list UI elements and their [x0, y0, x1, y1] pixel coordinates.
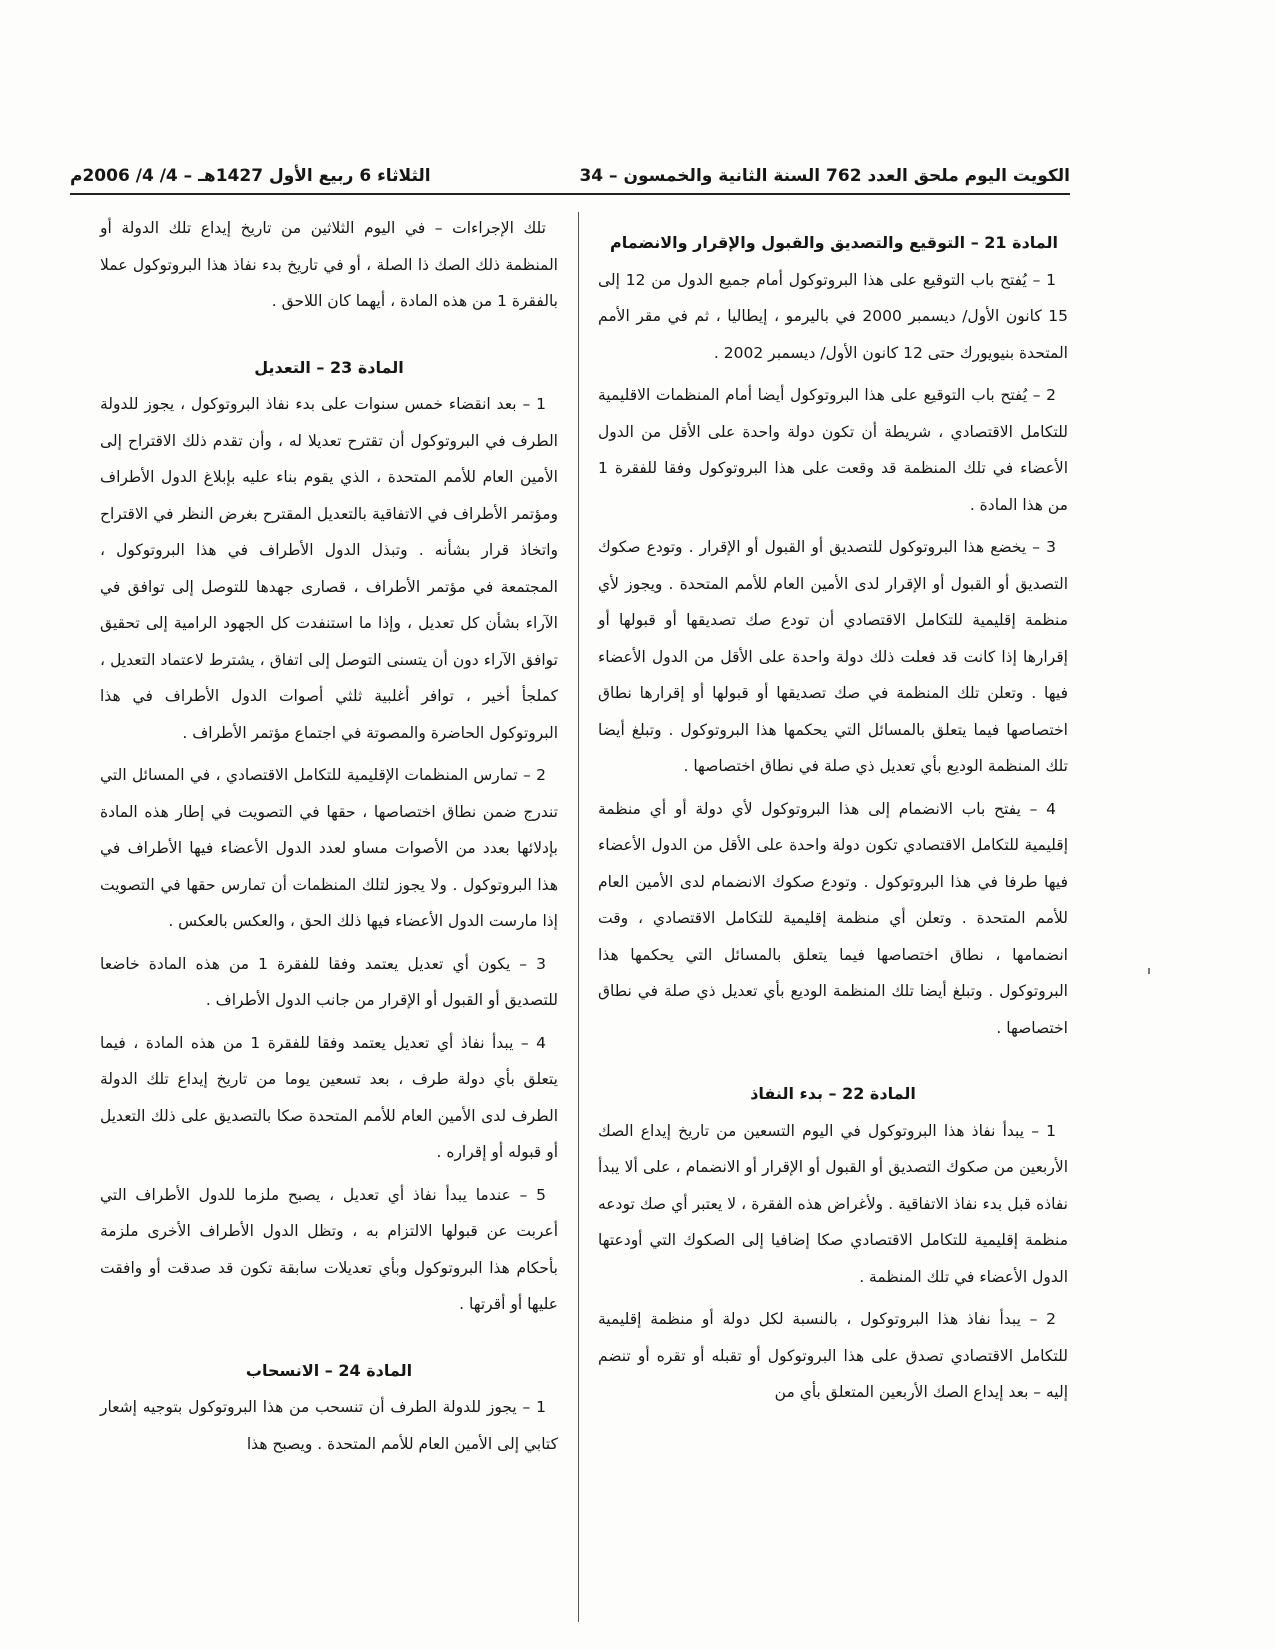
header-rule: [70, 193, 1070, 195]
scan-speck: [1148, 968, 1150, 974]
article-23-title: المادة 23 – التعديل: [254, 357, 404, 377]
article-22-title: المادة 22 – بدء النفاذ: [750, 1084, 916, 1103]
article-21-paragraph-2: 2 – يُفتح باب التوقيع على هذا البروتوكول أيضا أمام المنظمات الاقليمية للتكامل الاقتصادي ، شريطة أن تكون دولة واحدة على الأقل من الدول الأعضاء في تلك المنظمة قد وقعت على هذا البروتوكول وفقا للفقرة 1 من هذا المادة .: [598, 386, 1068, 514]
article-21-paragraph-4: 4 – يفتح باب الانضمام إلى هذا البروتوكول لأي دولة أو أي منظمة إقليمية للتكامل الاقتصادي تكون دولة واحدة على الأقل من الدول الأعضاء فيها طرفا في هذا البروتوكول . وتودع صكوك الانضمام لدى الأمين العام للأمم المتحدة . وتعلن أي منظمة إقليمية للتكامل الاقتصادي ، وقت انضمامها ، نطاق اختصاصها فيما يتعلق بالمسائل التي يحكمها هذا البروتوكول . وتبلغ أيضا تلك المنظمة الوديع بأي تعديل ذي صلة في نطاق اختصاصها .: [598, 799, 1068, 1037]
left-column: [100, 210, 558, 1462]
header-date: الثلاثاء 6 ربيع الأول 1427هـ – 4/ 4/ 2006م: [70, 166, 431, 186]
header-publication-info: الكويت اليوم ملحق العدد 762 السنة الثانية والخمسون – 34: [579, 166, 1070, 186]
article-23-paragraph-3: 3 – يكون أي تعديل يعتمد وفقا للفقرة 1 من هذه المادة خاضعا للتصديق أو القبول أو الإقرار من جانب الدول الأطراف .: [100, 954, 558, 1009]
article-24-title: المادة 24 – الانسحاب: [245, 1360, 413, 1380]
article-22-continuation: تلك الإجراءات – في اليوم الثلاثين من تاريخ إيداع تلك الدولة أو المنظمة ذلك الصك ذا الصلة ، أو في تاريخ بدء نفاذ هذا البروتوكول عملا بالفقرة 1 من هذه المادة ، أيهما كان اللاحق .: [100, 219, 558, 310]
article-23-paragraph-2: 2 – تمارس المنظمات الإقليمية للتكامل الاقتصادي ، في المسائل التي تندرج ضمن نطاق اختصاصها ، حقها في التصويت في إطار هذه المادة بإدلائها بعدد من الأصوات مساو لعدد الدول الأعضاء فيها الأطراف في هذا البروتوكول . ولا يجوز لتلك المنظمات أن تمارس حقها في التصويت إذا مارست الدول الأعضاء فيها ذلك الحق ، والعكس بالعكس .: [100, 766, 558, 930]
article-21-paragraph-1: 1 – يُفتح باب التوقيع على هذا البروتوكول أمام جميع الدول من 12 إلى 15 كانون الأول/ ديسمبر 2000 في باليرمو ، إيطاليا ، ثم في مقر الأمم المتحدة بنيويورك حتى 12 كانون الأول/ ديسمبر 2002 .: [598, 270, 1068, 362]
article-22-paragraph-1: 1 – يبدأ نفاذ هذا البروتوكول في اليوم التسعين من تاريخ إيداع الصك الأربعين من صكوك التصديق أو القبول أو الإقرار أو الانضمام ، على ألا يبدأ نفاذه قبل بدء نفاذ الاتفاقية . ولأغراض هذه الفقرة ، لا يعتبر أي صك تودعه منظمة إقليمية للتكامل الاقتصادي صكا إضافيا إلى الصكوك التي أودعتها الدول الأعضاء في تلك المنظمة .: [598, 1121, 1068, 1286]
column-divider: [578, 212, 579, 1622]
article-23-paragraph-1: 1 – بعد انقضاء خمس سنوات على بدء نفاذ البروتوكول ، يجوز للدولة الطرف في البروتوكول أن تقترح تعديلا له ، وأن تقدم ذلك الاقتراح إلى الأمين العام للأمم المتحدة ، الذي يقوم بناء عليه بإبلاغ الدول الأطراف ومؤتمر الأطراف في الاتفاقية بالتعديل المقترح بغرض النظر في الاقتراح واتخاذ قرار بشأنه . وتبذل الدول الأطراف في هذا البروتوكول ، المجتمعة في مؤتمر الأطراف ، قصارى جهدها للتوصل إلى توافق في الآراء بشأن كل تعديل ، وإذا ما استنفدت كل الجهود الرامية إلى تحقيق توافق الآراء دون أن يتسنى التوصل إلى اتفاق ، يشترط لاعتماد التعديل ، كملجأ أخير ، توافر أغلبية ثلثي أصوات الدول الأطراف في هذا البروتوكول الحاضرة والمصوتة في اجتماع مؤتمر الأطراف .: [100, 395, 558, 742]
article-21-title: المادة 21 – التوقيع والتصديق والقبول والإقرار والانضمام: [610, 233, 1058, 252]
page-header: [70, 158, 1070, 194]
article-23-paragraph-5: 5 – عندما يبدأ نفاذ أي تعديل ، يصبح ملزما للدول الأطراف التي أعربت عن قبولها الالتزام به ، وتظل الدول الأطراف الأخرى ملزمة بأحكام هذا البروتوكول وبأي تعديلات سابقة تكون قد صدقت أو وافقت عليها أو أقرتها .: [100, 1185, 558, 1313]
article-23-paragraph-4: 4 – يبدأ نفاذ أي تعديل يعتمد وفقا للفقرة 1 من هذه المادة ، فيما يتعلق بأي دولة طرف ، بعد تسعين يوما من تاريخ إيداع تلك الدولة الطرف لدى الأمين العام للأمم المتحدة صكا بالتصديق على ذلك التعديل أو قبوله أو إقراره .: [100, 1033, 558, 1161]
article-24-paragraph-1: 1 – يجوز للدولة الطرف أن تنسحب من هذا البروتوكول بتوجيه إشعار كتابي إلى الأمين العام للأمم المتحدة . ويصبح هذا: [100, 1398, 558, 1453]
article-22-paragraph-2: 2 – يبدأ نفاذ هذا البروتوكول ، بالنسبة لكل دولة أو منظمة إقليمية للتكامل الاقتصادي تصدق على هذا البروتوكول أو تقبله أو تقره أو تنضم إليه – بعد إيداع الصك الأربعين المتعلق بأي من: [598, 1310, 1068, 1401]
article-21-paragraph-3: 3 – يخضع هذا البروتوكول للتصديق أو القبول أو الإقرار . وتودع صكوك التصديق أو القبول أو الإقرار لدى الأمين العام للأمم المتحدة . ويجوز لأي منظمة إقليمية للتكامل الاقتصادي أن تودع صك تصديقها أو قبولها أو إقرارها إذا كانت قد فعلت ذلك دولة واحدة على الأقل من الدول الأعضاء فيها . وتعلن تلك المنظمة في صك تصديقها أو قبولها أو إقرارها نطاق اختصاصها فيما يتعلق بالمسائل التي يحكمها هذا البروتوكول . وتبلغ أيضا تلك المنظمة الوديع بأي تعديل ذي صلة في نطاق اختصاصها .: [598, 538, 1068, 775]
right-column: [598, 210, 1068, 1411]
